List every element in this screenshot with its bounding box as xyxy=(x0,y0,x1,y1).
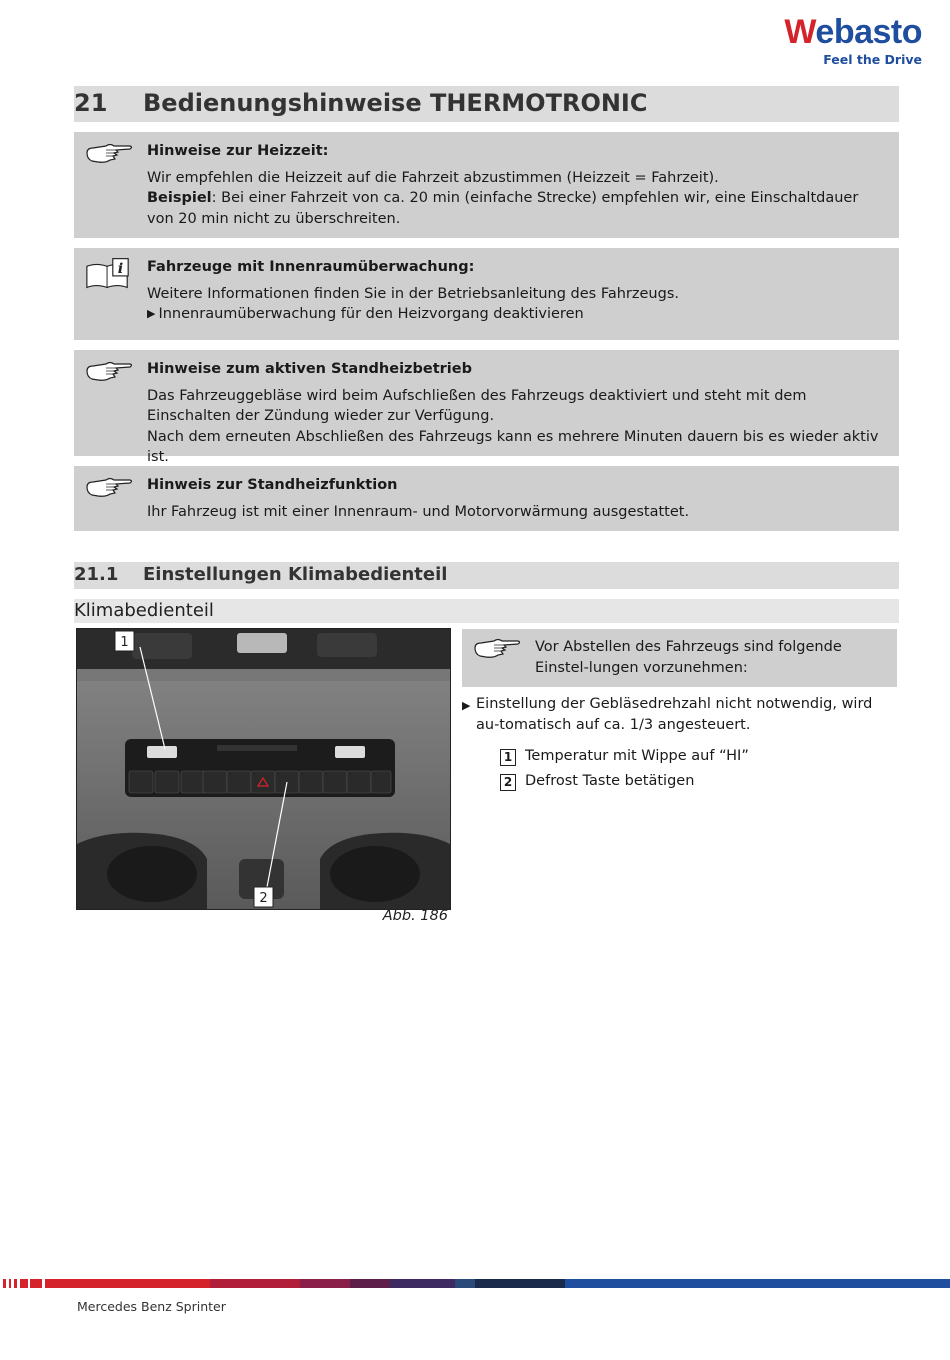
note-text: Wir empfehlen die Heizzeit auf die Fahrzeit abzustimmen (Heizzeit = Fahrzeit). xyxy=(147,169,719,186)
instruction-note-text: Vor Abstellen des Fahrzeugs sind folgende Einstel-lungen vorzunehmen: xyxy=(535,639,842,676)
section-title: Bedienungshinweise THERMOTRONIC xyxy=(143,89,648,117)
arrow-right-icon: ▶ xyxy=(462,699,471,712)
section-heading xyxy=(74,86,899,122)
footer-text: Mercedes Benz Sprinter xyxy=(77,1299,226,1314)
note-bullet xyxy=(147,304,887,325)
note-before-parking xyxy=(462,629,897,687)
subsection-title: Einstellungen Klimabedienteil xyxy=(143,564,448,585)
climate-panel-illustration xyxy=(77,629,450,909)
note-bullet-text: Innenraumüberwachung für den Heizvorgang deaktivieren xyxy=(158,306,584,322)
note-text-2: Nach dem erneuten Abschließen des Fahrzeugs kann es mehrere Minuten dauern bis es wieder aktiv ist. xyxy=(147,428,879,465)
logo-tagline: Feel the Drive xyxy=(823,52,922,67)
pointing-hand-icon xyxy=(84,140,134,170)
step-number: 2 xyxy=(500,774,516,791)
subheading-title: Klimabedienteil xyxy=(74,600,214,621)
example-text: : Bei einer Fahrzeit von ca. 20 min (einfache Strecke) empfehlen wir, eine Einschaltdauer von 20 min nicht zu überschreiten. xyxy=(147,190,859,227)
footer-stripe xyxy=(0,1279,950,1288)
example-label: Beispiel xyxy=(147,190,212,206)
note-title: Hinweise zum aktiven Standheizbetrieb xyxy=(147,361,472,377)
subsection-heading xyxy=(74,562,899,589)
webasto-logo xyxy=(762,14,922,67)
pointing-hand-icon xyxy=(472,635,522,665)
step-text: Temperatur mit Wippe auf “HI” xyxy=(525,748,749,764)
step-text: Defrost Taste betätigen xyxy=(525,773,695,789)
subheading xyxy=(74,599,899,623)
instruction-bullet xyxy=(462,694,892,735)
step-2 xyxy=(500,771,694,791)
pointing-hand-icon xyxy=(84,474,134,504)
callout-2: 2 xyxy=(259,891,268,906)
note-interior-monitoring xyxy=(74,248,899,340)
note-heating-time xyxy=(74,132,899,238)
pointing-hand-icon xyxy=(84,358,134,388)
logo-wordmark: Webasto xyxy=(784,13,922,51)
note-active-heating xyxy=(74,350,899,465)
note-title: Fahrzeuge mit Innenraumüberwachung: xyxy=(147,259,475,275)
note-text: Weitere Informationen finden Sie in der Betriebsanleitung des Fahrzeugs. xyxy=(147,285,679,302)
step-1 xyxy=(500,746,749,766)
note-title: Hinweis zur Standheizfunktion xyxy=(147,477,398,493)
note-text: Das Fahrzeuggebläse wird beim Aufschließen des Fahrzeugs deaktiviert und steht mit dem Einschalten der Zündung wieder zur Verfügung. xyxy=(147,387,807,424)
figure-caption: Abb. 186 xyxy=(382,908,448,924)
note-text: Ihr Fahrzeug ist mit einer Innenraum- und Motorvorwärmung ausgestattet. xyxy=(147,503,690,520)
arrow-right-icon: ▶ xyxy=(147,307,156,320)
info-book-icon xyxy=(84,256,132,292)
step-number: 1 xyxy=(500,749,516,766)
subsection-number: 21.1 xyxy=(74,564,119,585)
svg-text:i: i xyxy=(117,260,124,278)
callout-1: 1 xyxy=(120,635,129,650)
note-title: Hinweise zur Heizzeit: xyxy=(147,143,329,159)
note-heating-function xyxy=(74,466,899,531)
note-example xyxy=(147,188,887,229)
section-number: 21 xyxy=(74,89,108,117)
instruction-bullet-text: Einstellung der Gebläsedrehzahl nicht notwendig, wird au-tomatisch auf ca. 1/3 angesteuert. xyxy=(476,696,873,733)
climate-panel-photo xyxy=(76,628,451,910)
